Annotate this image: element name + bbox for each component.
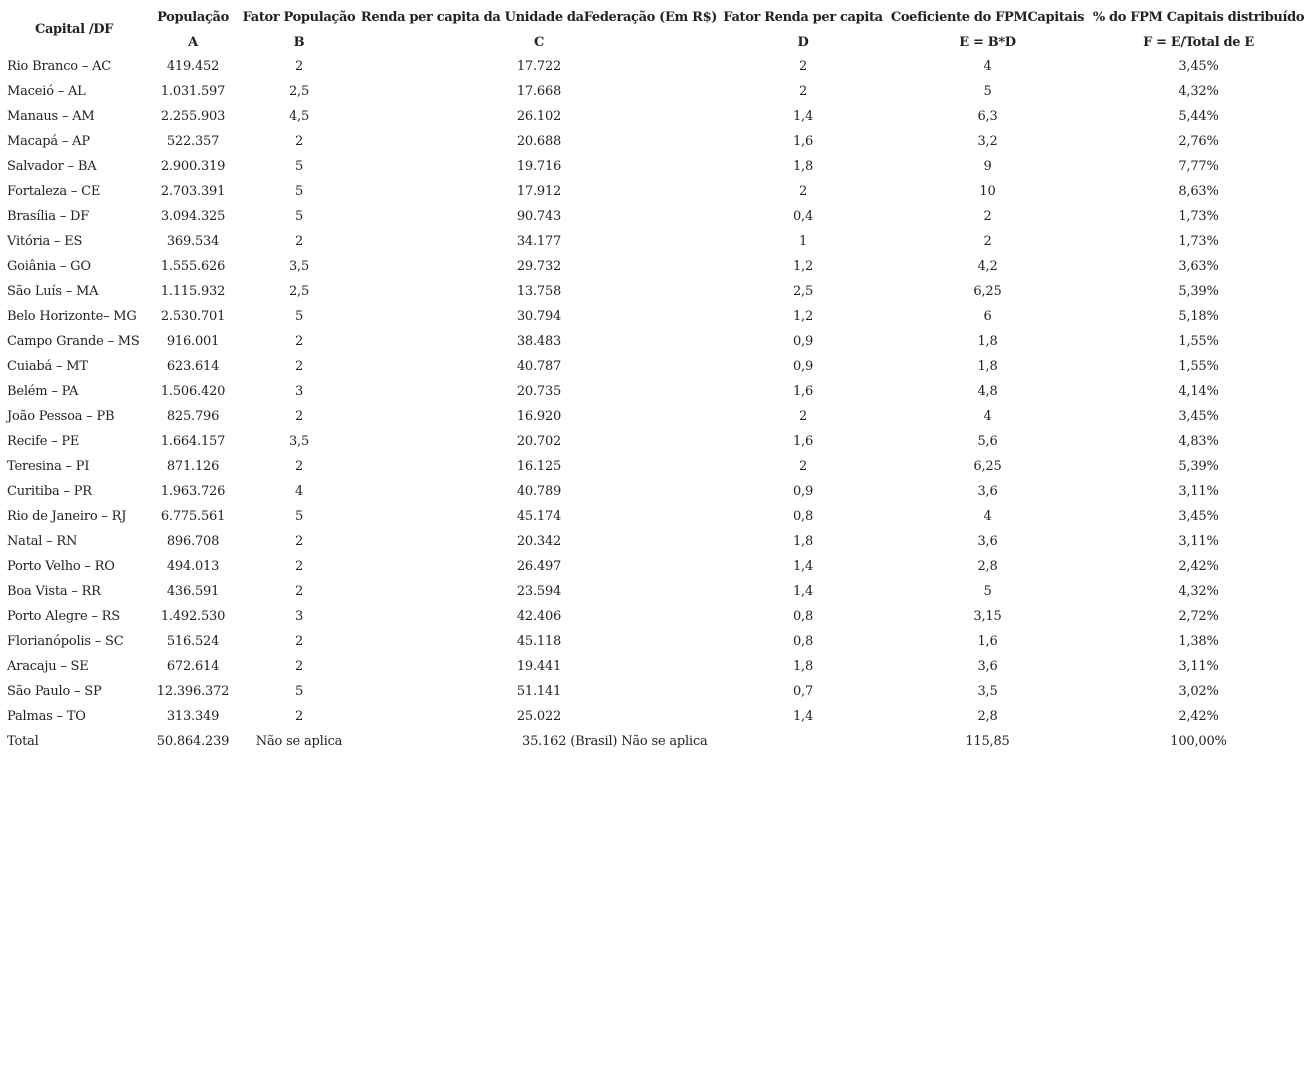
populacao-cell: 2.900.319 (160, 159, 226, 174)
percentual-cell: 3,45% (1178, 409, 1219, 424)
populacao-cell: 12.396.372 (156, 684, 230, 699)
coeficiente-cell: 1,6 (977, 634, 998, 649)
populacao-cell: 369.534 (166, 234, 220, 249)
header-fator-renda: Fator Renda per capita (723, 9, 883, 25)
table-row (2, 679, 1308, 704)
table-row (2, 629, 1308, 654)
fator-renda-cell: 0,9 (792, 359, 814, 374)
fator-populacao-cell: 2 (294, 659, 304, 674)
renda-cell: 17.912 (516, 184, 562, 199)
coeficiente-cell: 3,2 (977, 134, 998, 149)
total-renda-e-fator: 35.162 (Brasil) Não se aplica (522, 734, 708, 749)
populacao-cell: 419.452 (166, 59, 220, 74)
percentual-cell: 3,11% (1178, 484, 1219, 499)
coeficiente-cell: 3,6 (977, 534, 998, 549)
table-row (2, 279, 1308, 304)
coeficiente-cell: 5 (983, 584, 992, 599)
table-row (2, 504, 1308, 529)
populacao-cell: 516.524 (166, 634, 220, 649)
capital-cell: Palmas – TO (7, 709, 86, 724)
coeficiente-cell: 2,8 (977, 709, 998, 724)
header-fator-populacao: Fator População (242, 9, 356, 25)
capital-cell: Porto Alegre – RS (7, 609, 120, 624)
percentual-cell: 8,63% (1178, 184, 1219, 199)
populacao-cell: 916.001 (166, 334, 220, 349)
percentual-cell: 1,73% (1178, 209, 1219, 224)
renda-cell: 20.688 (516, 134, 562, 149)
table-row (2, 204, 1308, 229)
header-populacao: População (157, 9, 229, 25)
populacao-cell: 2.703.391 (160, 184, 226, 199)
coeficiente-cell: 4 (983, 409, 992, 424)
header-coeficiente: Coeficiente do FPMCapitais (890, 9, 1085, 25)
coeficiente-cell: 6 (983, 309, 992, 324)
fator-populacao-cell: 2 (294, 709, 304, 724)
table-row (2, 329, 1308, 354)
capital-cell: Florianópolis – SC (7, 634, 124, 649)
fpm-capitais-table (2, 4, 1308, 754)
coeficiente-cell: 9 (983, 159, 992, 174)
populacao-cell: 1.115.932 (160, 284, 226, 299)
percentual-cell: 3,63% (1178, 259, 1219, 274)
fator-populacao-cell: 2 (294, 334, 304, 349)
fator-renda-cell: 2 (798, 409, 808, 424)
table-row (2, 304, 1308, 329)
capital-cell: Campo Grande – MS (7, 334, 140, 349)
percentual-cell: 5,18% (1178, 309, 1219, 324)
table-body (2, 54, 1308, 754)
capital-cell: Brasília – DF (7, 209, 90, 224)
capital-cell: Macapá – AP (7, 134, 90, 149)
renda-cell: 45.118 (516, 634, 562, 649)
capital-cell: São Paulo – SP (7, 684, 102, 699)
table-row (2, 654, 1308, 679)
populacao-cell: 6.775.561 (160, 509, 226, 524)
fator-populacao-cell: 2 (294, 584, 304, 599)
fator-populacao-cell: 2 (294, 459, 304, 474)
fator-populacao-cell: 2 (294, 359, 304, 374)
total-fator-populacao: Não se aplica (255, 734, 343, 749)
coeficiente-cell: 1,8 (977, 359, 998, 374)
total-coeficiente: 115,85 (965, 734, 1010, 749)
renda-cell: 19.441 (516, 659, 562, 674)
total-label: Total (7, 734, 39, 749)
percentual-cell: 2,72% (1178, 609, 1219, 624)
fator-renda-cell: 2 (798, 184, 808, 199)
fator-renda-cell: 0,7 (792, 684, 814, 699)
capital-cell: Goiânia – GO (7, 259, 91, 274)
renda-cell: 29.732 (516, 259, 562, 274)
fator-renda-cell: 2,5 (792, 284, 814, 299)
percentual-cell: 3,45% (1178, 509, 1219, 524)
coeficiente-cell: 5,6 (977, 434, 998, 449)
table-row (2, 604, 1308, 629)
header-renda-per-capita: Renda per capita da Unidade daFederação (Em R$) (360, 9, 718, 25)
fator-renda-cell: 1,2 (792, 259, 814, 274)
renda-cell: 51.141 (516, 684, 562, 699)
coeficiente-cell: 2 (983, 234, 992, 249)
table-row (2, 79, 1308, 104)
renda-cell: 13.758 (516, 284, 562, 299)
table-row (2, 704, 1308, 729)
percentual-cell: 5,39% (1178, 459, 1219, 474)
fator-populacao-cell: 2 (294, 534, 304, 549)
capital-cell: Fortaleza – CE (7, 184, 101, 199)
percentual-cell: 5,44% (1178, 109, 1219, 124)
renda-cell: 45.174 (516, 509, 562, 524)
populacao-cell: 1.555.626 (160, 259, 226, 274)
coeficiente-cell: 3,6 (977, 484, 998, 499)
fator-populacao-cell: 2 (294, 134, 304, 149)
populacao-cell: 825.796 (166, 409, 220, 424)
fator-populacao-cell: 2 (294, 409, 304, 424)
fator-renda-cell: 1,8 (792, 159, 814, 174)
capital-cell: Maceió – AL (7, 84, 86, 99)
renda-cell: 19.716 (516, 159, 562, 174)
capital-cell: Boa Vista – RR (7, 584, 101, 599)
populacao-cell: 672.614 (166, 659, 220, 674)
table-row (2, 529, 1308, 554)
header-formula-e: E = B*D (959, 34, 1016, 50)
populacao-cell: 1.963.726 (160, 484, 226, 499)
table-row (2, 154, 1308, 179)
fator-populacao-cell: 5 (294, 209, 304, 224)
fator-renda-cell: 0,9 (792, 334, 814, 349)
percentual-cell: 3,02% (1178, 684, 1219, 699)
fator-populacao-cell: 5 (294, 184, 304, 199)
renda-cell: 30.794 (516, 309, 562, 324)
capital-cell: Rio Branco – AC (7, 59, 112, 74)
table-row (2, 104, 1308, 129)
renda-cell: 16.125 (516, 459, 562, 474)
capital-cell: Aracaju – SE (7, 659, 89, 674)
renda-cell: 23.594 (516, 584, 562, 599)
fator-renda-cell: 1,4 (792, 584, 814, 599)
fator-renda-cell: 2 (798, 84, 808, 99)
populacao-cell: 1.492.530 (160, 609, 226, 624)
renda-cell: 90.743 (516, 209, 562, 224)
percentual-cell: 5,39% (1178, 284, 1219, 299)
renda-cell: 20.735 (516, 384, 562, 399)
fator-renda-cell: 1,4 (792, 109, 814, 124)
populacao-cell: 522.357 (166, 134, 220, 149)
percentual-cell: 4,32% (1178, 84, 1219, 99)
fator-populacao-cell: 4,5 (288, 109, 310, 124)
populacao-cell: 313.349 (166, 709, 220, 724)
capital-cell: Natal – RN (7, 534, 78, 549)
renda-cell: 38.483 (516, 334, 562, 349)
total-row (2, 729, 1308, 754)
fator-renda-cell: 0,9 (792, 484, 814, 499)
capital-cell: Teresina – PI (7, 459, 90, 474)
header-percentual: % do FPM Capitais distribuído (1092, 9, 1305, 25)
capital-cell: Salvador – BA (7, 159, 97, 174)
populacao-cell: 494.013 (166, 559, 220, 574)
renda-cell: 20.702 (516, 434, 562, 449)
renda-cell: 40.789 (516, 484, 562, 499)
fator-renda-cell: 1,8 (792, 534, 814, 549)
renda-cell: 20.342 (516, 534, 562, 549)
coeficiente-cell: 3,15 (973, 609, 1002, 624)
percentual-cell: 1,38% (1178, 634, 1219, 649)
fator-renda-cell: 1,6 (792, 434, 814, 449)
renda-cell: 26.497 (516, 559, 562, 574)
percentual-cell: 4,14% (1178, 384, 1219, 399)
table-row (2, 454, 1308, 479)
fator-renda-cell: 0,4 (792, 209, 814, 224)
percentual-cell: 4,32% (1178, 584, 1219, 599)
coeficiente-cell: 3,6 (977, 659, 998, 674)
table-row (2, 479, 1308, 504)
coeficiente-cell: 4,2 (977, 259, 998, 274)
populacao-cell: 2.530.701 (160, 309, 226, 324)
table-row (2, 129, 1308, 154)
coeficiente-cell: 4,8 (977, 384, 998, 399)
total-populacao: 50.864.239 (156, 734, 230, 749)
capital-cell: Belém – PA (7, 384, 79, 399)
coeficiente-cell: 6,25 (973, 459, 1002, 474)
renda-cell: 40.787 (516, 359, 562, 374)
capital-cell: Cuiabá – MT (7, 359, 88, 374)
fator-populacao-cell: 2 (294, 559, 304, 574)
renda-cell: 17.722 (516, 59, 562, 74)
capital-cell: João Pessoa – PB (7, 409, 115, 424)
renda-cell: 25.022 (516, 709, 562, 724)
renda-cell: 26.102 (516, 109, 562, 124)
coeficiente-cell: 2,8 (977, 559, 998, 574)
percentual-cell: 3,11% (1178, 659, 1219, 674)
fator-renda-cell: 0,8 (792, 509, 814, 524)
coeficiente-cell: 4 (983, 509, 992, 524)
coeficiente-cell: 4 (983, 59, 992, 74)
fator-populacao-cell: 5 (294, 309, 304, 324)
capital-cell: Porto Velho – RO (7, 559, 115, 574)
header-formula-b: B (293, 34, 305, 50)
renda-cell: 16.920 (516, 409, 562, 424)
capital-cell: Curitiba – PR (7, 484, 92, 499)
populacao-cell: 896.708 (166, 534, 220, 549)
fator-populacao-cell: 3 (294, 609, 304, 624)
renda-cell: 34.177 (516, 234, 562, 249)
populacao-cell: 871.126 (166, 459, 220, 474)
fator-renda-cell: 1,4 (792, 709, 814, 724)
fator-renda-cell: 1,6 (792, 384, 814, 399)
header-capital: Capital /DF (34, 21, 114, 37)
fator-populacao-cell: 2 (294, 634, 304, 649)
header-formula-a: A (188, 34, 198, 50)
header-row-titles (2, 4, 1308, 30)
fator-renda-cell: 0,8 (792, 634, 814, 649)
fator-populacao-cell: 5 (294, 684, 304, 699)
table-row (2, 404, 1308, 429)
percentual-cell: 2,42% (1178, 559, 1219, 574)
coeficiente-cell: 3,5 (977, 684, 998, 699)
header-formula-c: C (534, 34, 544, 50)
populacao-cell: 1.506.420 (160, 384, 226, 399)
percentual-cell: 2,76% (1178, 134, 1219, 149)
populacao-cell: 623.614 (166, 359, 220, 374)
fator-renda-cell: 1 (798, 234, 808, 249)
fator-renda-cell: 1,2 (792, 309, 814, 324)
populacao-cell: 3.094.325 (160, 209, 226, 224)
table-row (2, 379, 1308, 404)
table-row (2, 54, 1308, 79)
header-formula-d: D (797, 34, 809, 50)
capital-cell: Belo Horizonte– MG (7, 309, 137, 324)
table-row (2, 429, 1308, 454)
renda-cell: 17.668 (516, 84, 562, 99)
fator-renda-cell: 2 (798, 59, 808, 74)
percentual-cell: 1,55% (1178, 359, 1219, 374)
total-percentual: 100,00% (1170, 734, 1227, 749)
populacao-cell: 2.255.903 (160, 109, 226, 124)
fator-renda-cell: 2 (798, 459, 808, 474)
coeficiente-cell: 10 (979, 184, 996, 199)
fator-populacao-cell: 2 (294, 234, 304, 249)
percentual-cell: 3,45% (1178, 59, 1219, 74)
table-row (2, 179, 1308, 204)
percentual-cell: 3,11% (1178, 534, 1219, 549)
header-formula-f: F = E/Total de E (1143, 34, 1254, 50)
table-row (2, 229, 1308, 254)
coeficiente-cell: 6,25 (973, 284, 1002, 299)
percentual-cell: 1,73% (1178, 234, 1219, 249)
percentual-cell: 4,83% (1178, 434, 1219, 449)
capital-cell: Vitória – ES (7, 234, 83, 249)
fator-populacao-cell: 3,5 (288, 259, 310, 274)
fator-populacao-cell: 5 (294, 159, 304, 174)
capital-cell: Rio de Janeiro – RJ (7, 509, 127, 524)
table-row (2, 579, 1308, 604)
fator-renda-cell: 1,4 (792, 559, 814, 574)
fator-populacao-cell: 2,5 (288, 84, 310, 99)
fator-renda-cell: 1,6 (792, 134, 814, 149)
renda-cell: 42.406 (516, 609, 562, 624)
capital-cell: Recife – PE (7, 434, 80, 449)
coeficiente-cell: 6,3 (977, 109, 998, 124)
fator-populacao-cell: 4 (294, 484, 304, 499)
table-row (2, 354, 1308, 379)
table-row (2, 254, 1308, 279)
populacao-cell: 1.664.157 (160, 434, 226, 449)
fator-renda-cell: 0,8 (792, 609, 814, 624)
percentual-cell: 2,42% (1178, 709, 1219, 724)
fator-populacao-cell: 5 (294, 509, 304, 524)
coeficiente-cell: 1,8 (977, 334, 998, 349)
capital-cell: Manaus – AM (7, 109, 95, 124)
coeficiente-cell: 2 (983, 209, 992, 224)
populacao-cell: 436.591 (166, 584, 220, 599)
populacao-cell: 1.031.597 (160, 84, 226, 99)
table-row (2, 554, 1308, 579)
header-row-formulas (2, 30, 1308, 54)
fator-populacao-cell: 2 (294, 59, 304, 74)
fator-renda-cell: 1,8 (792, 659, 814, 674)
percentual-cell: 1,55% (1178, 334, 1219, 349)
coeficiente-cell: 5 (983, 84, 992, 99)
fator-populacao-cell: 3 (294, 384, 304, 399)
fator-populacao-cell: 3,5 (288, 434, 310, 449)
fator-populacao-cell: 2,5 (288, 284, 310, 299)
capital-cell: São Luís – MA (7, 284, 99, 299)
percentual-cell: 7,77% (1178, 159, 1219, 174)
